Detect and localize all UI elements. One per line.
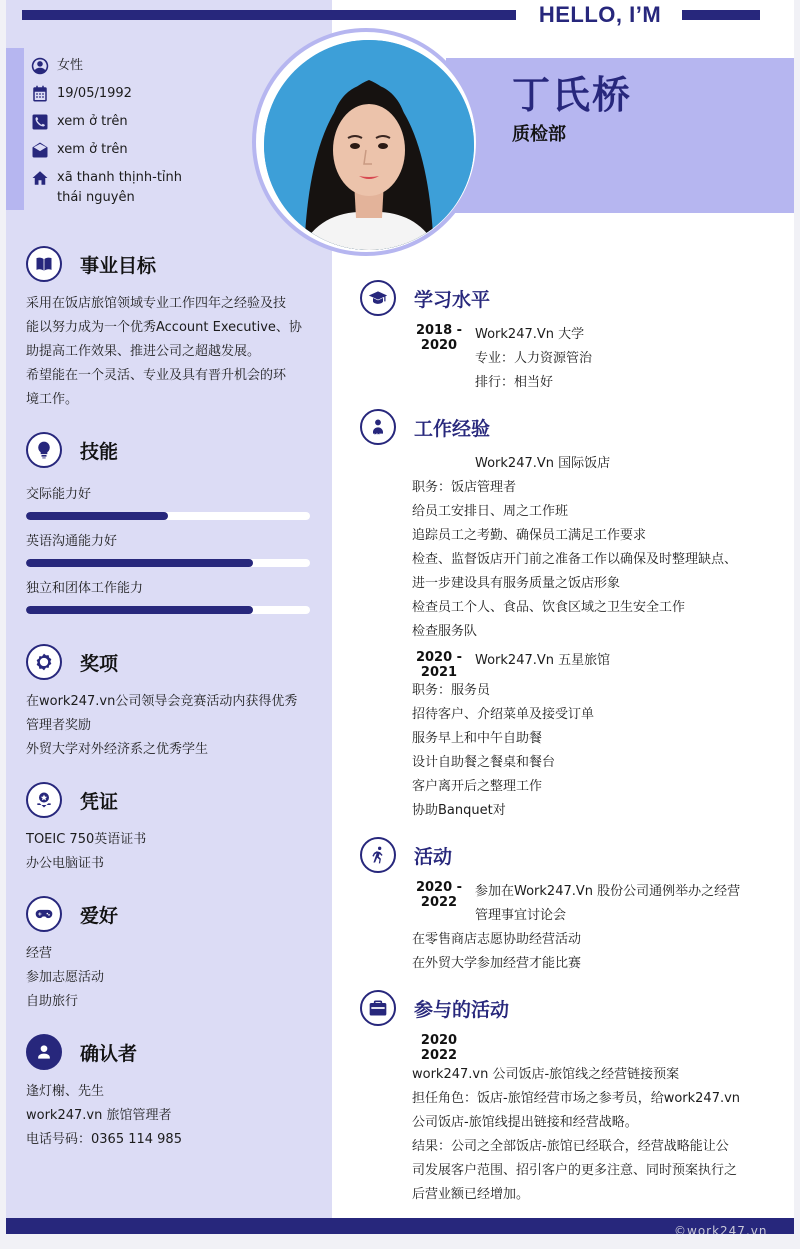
- contact-accent-bar: [6, 48, 24, 210]
- hobby-line: 自助旅行: [26, 994, 79, 1009]
- objective-line: 境工作。: [26, 392, 79, 407]
- gamepad-icon: [26, 896, 62, 932]
- contact-phone: [30, 112, 290, 132]
- hobbies-heading: 爱好: [80, 904, 119, 927]
- certificates-section-title: [26, 782, 118, 818]
- contact-list: [30, 56, 290, 216]
- home-icon: [30, 168, 50, 188]
- projects-heading: 参与的活动: [414, 998, 510, 1021]
- project-line: 公司饭店-旅馆线提出链接和经营战略。: [412, 1115, 638, 1130]
- certificates-heading: 凭证: [80, 790, 119, 813]
- objective-line: 采用在饭店旅馆领域专业工作四年之经验及技: [26, 296, 287, 311]
- project-line: 后营业额已经增加。: [412, 1187, 530, 1202]
- job2-line: 职务：服务员: [412, 683, 491, 698]
- activity-line: 在零售商店志愿协助经营活动: [412, 932, 582, 947]
- job1-line: 追踪员工之考勤、确保员工满足工作要求: [412, 528, 647, 543]
- year-to: 2022: [420, 895, 458, 910]
- phone-icon: [30, 112, 50, 132]
- contact-phone-text: xem ở trên: [57, 114, 128, 129]
- award-line: 在work247.vn公司领导会竞赛活动内获得优秀: [26, 694, 298, 709]
- activity-line: 在外贸大学参加经营才能比赛: [412, 956, 582, 971]
- hobby-line: 参加志愿活动: [26, 970, 105, 985]
- skill-bar: [26, 559, 310, 567]
- activity-line: 管理事宜讨论会: [475, 908, 567, 923]
- lightbulb-icon: [26, 432, 62, 468]
- hobbies-section-title: [26, 896, 118, 932]
- contact-gender-text: 女性: [57, 58, 84, 73]
- skill-bar: [26, 606, 310, 614]
- resume-page: [6, 0, 794, 1234]
- watermark: ©work247.vn: [674, 1224, 768, 1234]
- skill-label: 独立和团体工作能力: [26, 581, 144, 596]
- job2-line: 服务早上和中午自助餐: [412, 731, 543, 746]
- person-icon: [30, 56, 50, 76]
- job2-line: 设计自助餐之餐桌和餐台: [412, 755, 556, 770]
- skill-bar: [26, 512, 310, 520]
- activities-years: [412, 880, 466, 910]
- hobby-line: 经营: [26, 946, 53, 961]
- objective-text: [26, 292, 326, 412]
- reference-line: 电话号码：0365 114 985: [26, 1132, 182, 1147]
- worker-icon: [360, 409, 396, 445]
- medal-icon: [26, 644, 62, 680]
- certificate-line: 办公电脑证书: [26, 856, 105, 871]
- job1-line: 进一步建设具有服务质量之饭店形象: [412, 576, 621, 591]
- projects-section-title: [360, 990, 509, 1026]
- project-line: 担任角色：饭店-旅馆经营市场之参考员，给work247.vn: [412, 1091, 741, 1106]
- education-line: Work247.Vn 大学: [475, 327, 585, 342]
- contact-address-text: xã thanh thịnh-tỉnh thái nguyên: [57, 170, 183, 205]
- profile-photo: [264, 40, 474, 250]
- user-icon: [26, 1034, 62, 1070]
- job2-line: 协助Banquet对: [412, 803, 506, 818]
- job1-line: 职务：饭店管理者: [412, 480, 517, 495]
- reference-line: work247.vn 旅馆管理者: [26, 1108, 172, 1123]
- project-line: 司发展客户范围、招引客户的更多注意、同时预案执行之: [412, 1163, 738, 1178]
- experience-heading: 工作经验: [414, 417, 491, 440]
- objective-line: 希望能在一个灵活、专业及具有晋升机会的环: [26, 368, 287, 383]
- certificate-line: TOEIC 750英语证书: [26, 832, 147, 847]
- candidate-position: 质检部: [512, 124, 566, 145]
- job1-line: 检查服务队: [412, 624, 478, 639]
- year-from: 2020: [420, 1033, 458, 1048]
- envelope-icon: [30, 140, 50, 160]
- contact-gender: [30, 56, 290, 76]
- candidate-name: 丁氏桥: [512, 73, 633, 117]
- hello-heading: HELLO, I’M: [538, 2, 662, 27]
- skill-bar-fill: [26, 606, 253, 614]
- references-section-title: [26, 1034, 137, 1070]
- award-line: 外贸大学对外经济系之优秀学生: [26, 742, 209, 757]
- skill-bar-fill: [26, 512, 168, 520]
- contact-birthday-text: 19/05/1992: [57, 86, 132, 101]
- skill-label: 交际能力好: [26, 487, 92, 502]
- awards-heading: 奖项: [80, 652, 119, 675]
- runner-icon: [360, 837, 396, 873]
- graduation-cap-icon: [360, 280, 396, 316]
- job1-company: Work247.Vn 国际饭店: [475, 456, 611, 471]
- award-line: 管理者奖励: [26, 718, 92, 733]
- year-to: 2022: [420, 1048, 458, 1063]
- references-heading: 确认者: [80, 1042, 138, 1065]
- education-section-title: [360, 280, 490, 316]
- activities-section-title: [360, 837, 452, 873]
- job1-line: 检查员工个人、食品、饮食区域之卫生安全工作: [412, 600, 686, 615]
- awards-section-title: [26, 644, 118, 680]
- objective-line: 能以努力成为一个优秀Account Executive、协: [26, 320, 302, 335]
- contact-birthday: [30, 84, 290, 104]
- project-line: work247.vn 公司饭店-旅馆线之经营链接预案: [412, 1067, 680, 1082]
- education-years: [412, 323, 466, 353]
- reference-line: 逢灯榭、先生: [26, 1084, 105, 1099]
- contact-email: [30, 140, 290, 160]
- activity-line: 参加在Work247.Vn 股份公司通例举办之经营: [475, 884, 741, 899]
- book-icon: [26, 246, 62, 282]
- projects-years: [412, 1033, 466, 1063]
- experience-section-title: [360, 409, 490, 445]
- job2-line: 招待客户、介绍菜单及接受订单: [412, 707, 595, 722]
- calendar-icon: [30, 84, 50, 104]
- objective-section-title: [26, 246, 156, 282]
- project-line: 结果：公司之全部饭店-旅馆已经联合，经营战略能让公: [412, 1139, 729, 1154]
- year-from: 2018 -: [415, 323, 463, 338]
- contact-email-text: xem ở trên: [57, 142, 128, 157]
- header-bar-left: [22, 10, 516, 20]
- contact-address: [30, 168, 290, 208]
- job2-years: [412, 650, 466, 680]
- certificates-text: [26, 828, 326, 876]
- certificate-icon: [26, 782, 62, 818]
- education-line: 排行：相当好: [475, 375, 554, 390]
- briefcase-icon: [360, 990, 396, 1026]
- education-line: 专业：人力资源管治: [475, 351, 593, 366]
- skills-section-title: [26, 432, 118, 468]
- activities-heading: 活动: [414, 845, 453, 868]
- job1-line: 给员工安排日、周之工作班: [412, 504, 569, 519]
- objective-line: 助提高工作效果、推进公司之超越发展。: [26, 344, 261, 359]
- objective-heading: 事业目标: [80, 254, 157, 277]
- header-bar-right: [682, 10, 760, 20]
- job1-line: 检查、监督饭店开门前之准备工作以确保及时整理缺点、: [412, 552, 738, 567]
- skills-heading: 技能: [80, 440, 119, 463]
- year-from: 2020 -: [415, 650, 463, 665]
- education-heading: 学习水平: [414, 288, 491, 311]
- job2-company: Work247.Vn 五星旅馆: [475, 653, 611, 668]
- skill-label: 英语沟通能力好: [26, 534, 118, 549]
- awards-text: [26, 690, 326, 762]
- skill-bar-fill: [26, 559, 253, 567]
- year-to: 2021: [420, 665, 458, 680]
- year-from: 2020 -: [415, 880, 463, 895]
- job2-line: 客户离开后之整理工作: [412, 779, 543, 794]
- references-text: [26, 1080, 326, 1152]
- year-to: 2020: [420, 338, 458, 353]
- hobbies-text: [26, 942, 326, 1014]
